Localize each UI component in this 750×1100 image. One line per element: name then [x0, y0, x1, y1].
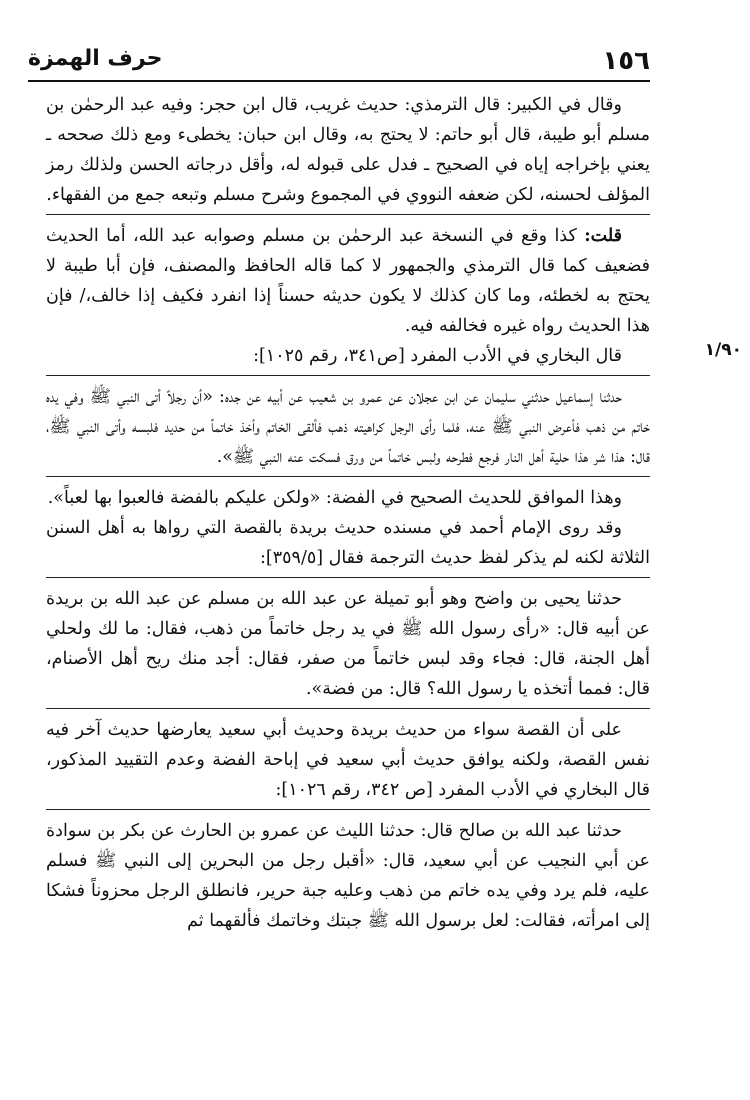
paragraph-2 [46, 214, 650, 341]
paragraph-lead: قلت: [584, 226, 622, 246]
paragraph-9 [46, 809, 650, 936]
paragraph-text: وهذا الموافق للحديث الصحيح في الفضة: «ولكن عليكم بالفضة فالعبوا بها لعباً». [47, 488, 622, 508]
paragraph-text: حدثنا إسماعيل حدثني سليمان عن ابن عجلان عن عمرو بن شعيب عن أبيه عن جده: «أن رجلاً أتى النبي ﷺ وفي يده خاتم من ذهب فأعرض النبي ﷺ عنه، فلما رأى الرجل كراهيته ذهب فألقى الخاتم وأخذ خاتماً من حديد فلبسه وأتى النبي ﷺ، قال: هذا شر هذا حلية أهل النار فرجع فطرحه ولبس خاتماً من ورق فسكت عنه النبي ﷺ». [46, 387, 650, 467]
paragraph-1 [46, 90, 650, 210]
paragraph-text: حدثنا عبد الله بن صالح قال: حدثنا الليث عن عمرو بن الحارث عن بكر بن سوادة عن أبي النجيب عن أبي سعيد، قال: «أقبل رجل من البحرين إلى النبي ﷺ فسلم عليه، فلم يرد وفي يده خاتم من ذهب وعليه جبة حرير، فانطلق الرجل محزوناً فشكا إلى امرأته، فقالت: لعل برسول الله ﷺ جبتك وخاتمك فألقهما ثم [46, 821, 650, 931]
paragraph-text: وقال في الكبير: قال الترمذي: حديث غريب، قال ابن حجر: وفيه عبد الرحمٰن بن مسلم أبو طيبة، قال أبو حاتم: لا يحتج به، وقال ابن حبان: يخطىء ومع ذلك صححه ـ يعني بإخراجه إياه في الصحيح ـ فدل على قبوله له، وأقل درجاته الحسن ولذلك رمز المؤلف لحسنه، لكن ضعفه النووي في المجموع وشرح مسلم وتبعه جمع من الفقهاء. [46, 95, 650, 205]
paragraph-3 [46, 341, 650, 371]
paragraph-6 [46, 513, 650, 573]
section-title: حرف الهمزة [28, 46, 163, 71]
paragraph-text: قال البخاري في الأدب المفرد [ص٣٤١، رقم ١٠٢٥]: [253, 346, 622, 366]
paragraph-text: كذا وقع في النسخة عبد الرحمٰن بن مسلم وصوابه عبد الله، أما الحديث فضعيف كما قال الترمذي والجمهور لا كما قاله الحافظ والمصنف، فإن أبا طيبة لا يحتج به لخطئه، وما كان كذلك لا يكون حديثه حسناً إذا انفرد فكيف إذا خالف،/ فإن هذا الحديث رواه غيره فخالفه فيه. [46, 226, 650, 336]
page-number: ١٥٦ [602, 46, 650, 76]
body-text [46, 90, 650, 936]
paragraph-4 [46, 375, 650, 472]
margin-reference: ١/٩٠ [704, 340, 742, 360]
paragraph-8 [46, 708, 650, 805]
page-header [28, 40, 650, 82]
paragraph-text: على أن القصة سواء من حديث بريدة وحديث أبي سعيد يعارضها حديث آخر فيه نفس القصة، ولكنه يوافق حديث أبي سعيد في إباحة الفضة وعدم التقييد المذكور، قال البخاري في الأدب المفرد [ص ٣٤٢، رقم ١٠٢٦]: [46, 720, 650, 800]
paragraph-text: حدثنا يحيى بن واضح وهو أبو تميلة عن عبد الله بن مسلم عن عبد الله بن بريدة عن أبيه قال: «رأى رسول الله ﷺ في يد رجل خاتماً من ذهب، فقال: ما لك ولحلي أهل الجنة، قال: فجاء وقد لبس خاتماً من صفر، فقال: أجد منك ريح أهل الأصنام، قال: فمما أتخذه يا رسول الله؟ قال: من فضة». [46, 589, 650, 699]
paragraph-text: وقد روى الإمام أحمد في مسنده حديث بريدة بالقصة التي رواها به أهل السنن الثلاثة لكنه لم يذكر لفظ حديث الترجمة فقال [٣٥٩/٥]: [46, 518, 650, 568]
paragraph-7 [46, 577, 650, 704]
paragraph-5 [46, 476, 650, 513]
